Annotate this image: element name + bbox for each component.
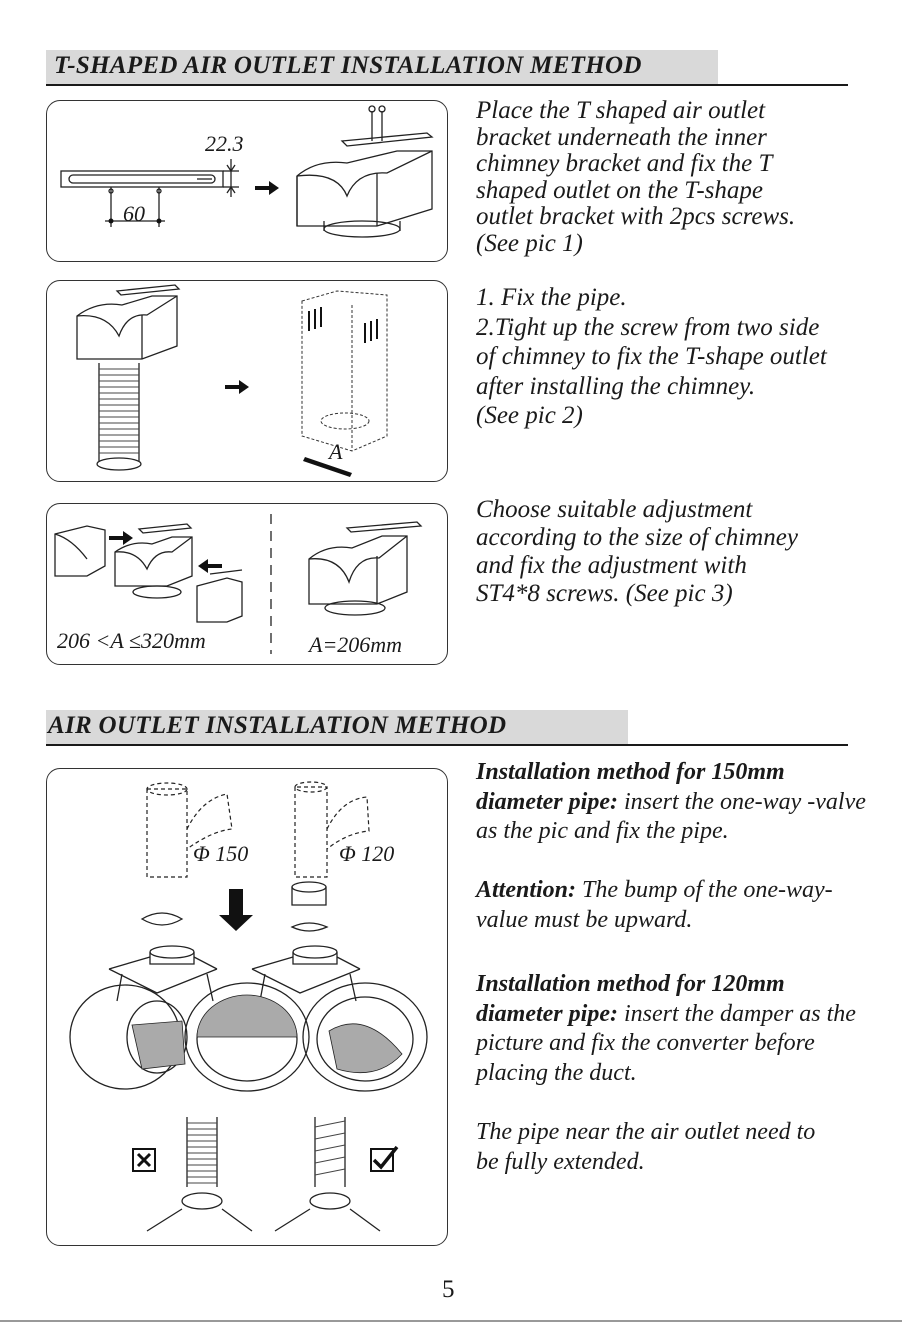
check-box-icon (371, 1147, 397, 1171)
figure-air-outlet (46, 768, 448, 1246)
figure-pic-3 (46, 503, 448, 665)
para-attention: Attention: The bump of the one-way-value must be upward. (476, 877, 833, 933)
fixed-size-label: A=206mm (309, 632, 403, 657)
down-arrow-icon (219, 889, 253, 931)
diameter-150-label: Φ 150 (193, 841, 249, 866)
page-number: 5 (442, 1276, 455, 1303)
figure-pic-1 (46, 100, 448, 262)
footer-divider (0, 1320, 902, 1322)
section-title: AIR OUTLET INSTALLATION METHOD (48, 712, 507, 739)
dimension-a-label: A (329, 439, 343, 464)
step3-text: Choose suitable adjustment according to the size of chimney and fix the adjustment with ST4*8 screws. (See pic 3) (476, 496, 798, 607)
dimension-height-label: 22.3 (205, 131, 244, 156)
bracket-diagram (47, 101, 447, 261)
para-120mm: Installation method for 120mm diameter pipe: insert the damper as the picture and fix the converter before placing the duct. (476, 971, 856, 1086)
step1-text: Place the T shaped air outlet bracket underneath the inner chimney bracket and fix the T shaped outlet on the T-shape outlet bracket with 2pcs screws. (See pic 1) (476, 97, 796, 257)
cross-box-icon (133, 1149, 155, 1171)
range-label: 206 <A ≤320mm (57, 628, 206, 653)
diameter-120-label: Φ 120 (339, 841, 395, 866)
figure-pic-2 (46, 280, 448, 482)
section-title: T-SHAPED AIR OUTLET INSTALLATION METHOD (54, 52, 642, 79)
para-pipe-extended: The pipe near the air outlet need to be fully extended. (476, 1119, 816, 1175)
step2-text: 1. Fix the pipe. 2.Tight up the screw from two side of chimney to fix the T-shape outlet after installing the chimney. (See pic 2) (476, 284, 827, 429)
chimney-diagram (47, 281, 447, 481)
dimension-width-label: 60 (123, 201, 145, 226)
para-150mm: Installation method for 150mm diameter pipe: insert the one-way -valve as the pic and fix the pipe. (476, 759, 866, 844)
